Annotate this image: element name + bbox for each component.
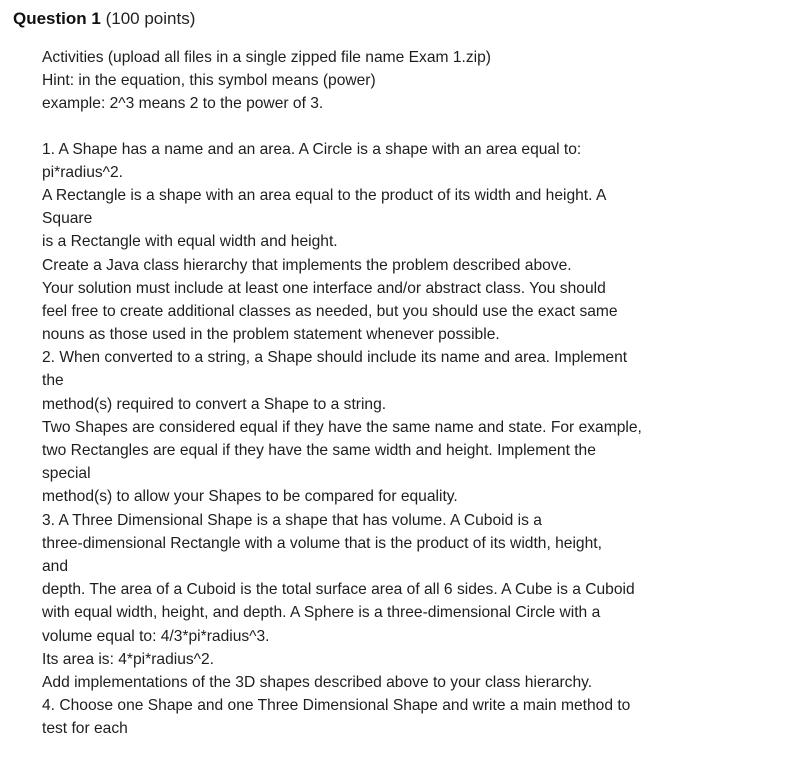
question-body xyxy=(42,46,802,740)
body-line: pi*radius^2. xyxy=(42,163,123,181)
body-line: 1. A Shape has a name and an area. A Circle is a shape with an area equal to: xyxy=(42,140,582,158)
body-line: two Rectangles are equal if they have the same width and height. Implement the xyxy=(42,442,596,459)
body-line: feel free to create additional classes as needed, but you should use the exact same xyxy=(42,302,618,320)
body-line: special xyxy=(42,465,91,483)
body-line: is a Rectangle with equal width and height. xyxy=(42,233,338,251)
body-line: and xyxy=(42,557,69,575)
body-line: Two Shapes are considered equal if they have the same name and state. For example, xyxy=(42,418,642,436)
body-line: volume equal to: 4/3*pi*radius^3. xyxy=(42,627,270,645)
body-line: A Rectangle is a shape with an area equal to the product of its width and height. A xyxy=(42,186,607,204)
body-line: 4. Choose one Shape and one Three Dimensional Shape and write a main method to xyxy=(42,697,631,715)
question-header xyxy=(13,8,195,30)
intro-line: Activities (upload all files in a single zipped file name Exam 1.zip) xyxy=(42,49,491,66)
intro-line: Hint: in the equation, this symbol means (power) xyxy=(42,72,376,90)
body-line: Your solution must include at least one interface and/or abstract class. You should xyxy=(42,279,606,297)
body-line: Create a Java class hierarchy that implements the problem described above. xyxy=(42,256,572,274)
body-line: Its area is: 4*pi*radius^2. xyxy=(42,650,215,668)
body-line: method(s) to allow your Shapes to be compared for equality. xyxy=(42,488,458,506)
body-line: depth. The area of a Cuboid is the total surface area of all 6 sides. A Cube is a Cuboid xyxy=(42,581,635,599)
body-line: test for each xyxy=(42,720,128,738)
paragraph-gap xyxy=(42,116,802,138)
intro-line: example: 2^3 means 2 to the power of 3. xyxy=(42,95,324,113)
question-title: Question 1 xyxy=(13,9,101,28)
body-line: 2. When converted to a string, a Shape should include its name and area. Implement xyxy=(42,349,628,367)
body-line: 3. A Three Dimensional Shape is a shape that has volume. A Cuboid is a xyxy=(42,511,542,529)
body-line: Add implementations of the 3D shapes described above to your class hierarchy. xyxy=(42,673,593,691)
body-line: three-dimensional Rectangle with a volume that is the product of its width, height, xyxy=(42,534,602,552)
question-points: (100 points) xyxy=(105,9,196,28)
body-line: Square xyxy=(42,210,93,228)
body-line: method(s) required to convert a Shape to a string. xyxy=(42,395,387,413)
body-line: with equal width, height, and depth. A Sphere is a three-dimensional Circle with a xyxy=(42,604,601,622)
body-line: nouns as those used in the problem statement whenever possible. xyxy=(42,326,500,344)
body-line: the xyxy=(42,372,64,390)
